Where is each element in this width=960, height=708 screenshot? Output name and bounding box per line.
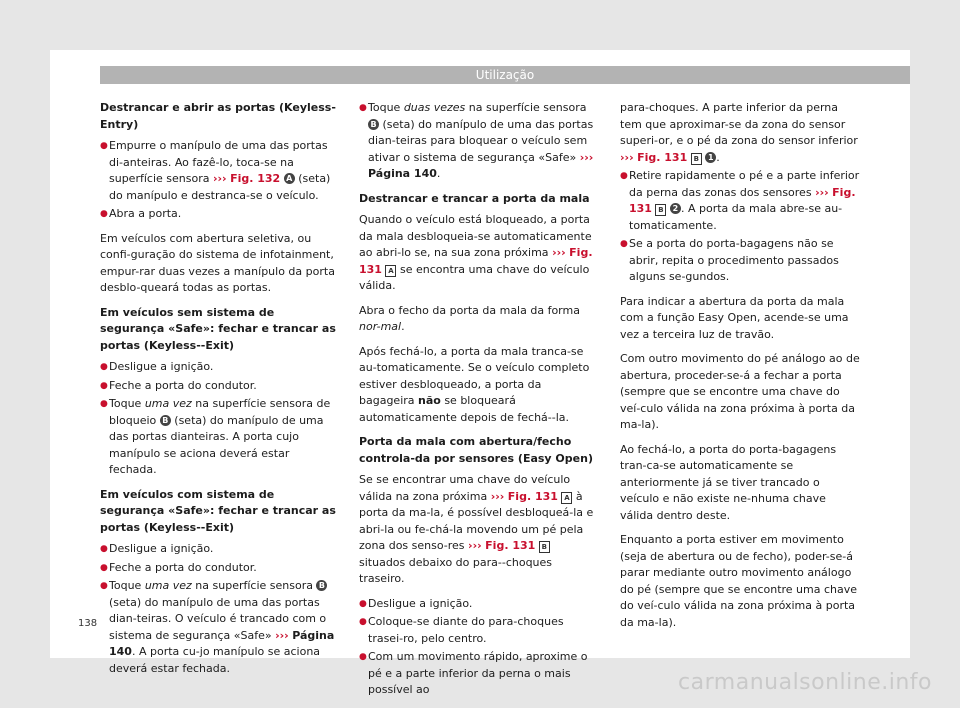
list-item: ● Feche a porta do condutor.: [100, 378, 340, 395]
list-item: ● Retire rapidamente o pé e a parte inferior da perna das zonas dos sensores ››› Fig. 131 B 2 . A porta da mala abre-se au-tomaticamente.: [620, 168, 860, 234]
heading-easy-open: Porta da mala com abertura/fecho controla-da por sensores (Easy Open): [359, 435, 593, 465]
cross-ref-arrows: ›››: [579, 150, 594, 164]
list-item: ● Abra a porta.: [100, 206, 340, 223]
figure-link[interactable]: Fig. 132: [230, 172, 281, 185]
cross-ref-arrows: ›››: [275, 628, 289, 642]
heading-keyless-exit-no-safe: Em veículos sem sistema de segurança «Safe»: fechar e trancar as portas (Keyless--Exit): [100, 305, 336, 352]
paragraph: Enquanto a porta estiver em movimento (seja de abertura ou de fecho), poder-se-á parar mediante outro movimento análogo do pé (sempre que se encontre uma chave do veí-culo válida na zona próxima à porta da ma-la).: [620, 533, 858, 629]
page-link[interactable]: Página 140: [368, 167, 437, 180]
paragraph: Quando o veículo está bloqueado, a porta da mala desbloqueia-se automaticamente ao abri-lo se, na sua zona próxima ››› Fig. 131 A se encontra uma chave do veículo válida.: [359, 213, 593, 292]
list-item: ● Feche a porta do condutor.: [100, 560, 340, 577]
marker-b-icon: B: [160, 415, 171, 426]
paragraph: para-choques. A parte inferior da perna tem que aproximar-se da zona do sensor superi-or, e o pé da zona do sensor inferior ››› Fig. 131 B 1 .: [620, 101, 858, 164]
list-item: ● Empurre o manípulo de uma das portas di-anteiras. Ao fazê-lo, toca-se na superfície sensora ››› Fig. 132 A (seta) do manípulo e destranca-se o veículo.: [100, 138, 340, 204]
text-column-1: [100, 100, 340, 679]
figure-link[interactable]: Fig. 131: [637, 150, 688, 164]
list-item: ● Com um movimento rápido, aproxime o pé e a parte inferior da perna o mais possível ao: [359, 649, 599, 699]
list-item: ● Desligue a ignição.: [359, 596, 599, 613]
cross-ref-arrows: ›››: [490, 489, 505, 503]
list-item: ● Toque uma vez na superfície sensora de bloqueio B (seta) do manípulo de uma das portas dianteiras. A porta cujo manípulo se aciona deverá estar fechada.: [100, 396, 340, 479]
cross-ref-arrows: ›››: [620, 150, 634, 164]
list-item: ● Se a porta do porta-bagagens não se abrir, repita o procedimento passados alguns se-gundos.: [620, 236, 860, 286]
figure-part-b-icon: B: [691, 153, 702, 165]
paragraph: Em veículos com abertura seletiva, ou confi-guração do sistema de infotainment, empur-rar duas vezes a manípulo da porta desblo-queará todas as portas.: [100, 231, 335, 294]
figure-part-b-icon: B: [539, 541, 550, 553]
cross-ref-arrows: ›››: [468, 539, 482, 552]
figure-link[interactable]: Fig. 131: [485, 539, 536, 552]
list-item: ● Desligue a ignição.: [100, 359, 340, 376]
figure-part-a-icon: A: [385, 265, 396, 277]
page-number: 138: [78, 618, 98, 629]
figure-part-b-icon: B: [655, 204, 666, 216]
marker-a-icon: A: [284, 173, 295, 184]
section-header: [100, 66, 910, 84]
paragraph: Para indicar a abertura da porta da mala com a função Easy Open, acende-se uma vez a terceira luz de travão.: [620, 294, 849, 341]
text-column-3: [620, 100, 860, 639]
cross-ref-arrows: ›››: [552, 246, 566, 259]
paragraph: Com outro movimento do pé análogo ao de abertura, proceder-se-á a fechar a porta (sempre que se encontre uma chave do veí-culo válida na zona próxima à porta da ma-la).: [620, 352, 860, 431]
paragraph: Após fechá-lo, a porta da mala tranca-se au-tomaticamente. Se o veículo completo estiver desbloqueado, a porta da bagageira não se bloqueará automaticamente depois de fechá--la.: [359, 344, 590, 424]
figure-link[interactable]: Fig. 131: [359, 246, 593, 276]
page-link[interactable]: Página 140: [109, 628, 335, 658]
list-item: ● Desligue a ignição.: [100, 541, 340, 558]
list-item: ● Toque uma vez na superfície sensora B (seta) do manípulo de uma das portas dian-teiras. O veículo é trancado com o sistema de segurança «Safe» ››› Página 140. A porta cu-jo manípulo se aciona deverá estar fechada.: [100, 578, 340, 677]
marker-2-icon: 2: [670, 203, 681, 214]
paragraph: Abra o fecho da porta da mala da forma nor-mal.: [359, 303, 580, 333]
watermark: carmanualsonline.info: [678, 670, 932, 695]
cross-ref-arrows: ›››: [815, 185, 829, 199]
marker-1-icon: 1: [705, 152, 716, 163]
heading-keyless-entry: Destrancar e abrir as portas (Keyless-Entry): [100, 101, 336, 131]
heading-trunk: Destrancar e trancar a porta da mala: [359, 191, 590, 205]
heading-keyless-exit-safe: Em veículos com sistema de segurança «Safe»: fechar e trancar as portas (Keyless--Exit): [100, 487, 336, 534]
figure-part-a-icon: A: [561, 492, 572, 504]
marker-b-icon: B: [316, 580, 327, 591]
marker-b-icon: B: [368, 119, 379, 130]
paragraph: Ao fechá-lo, a porta do porta-bagagens tran-ca-se automaticamente se anteriormente já se tiver trancado o veículo e não existe ne-nhuma chave válida dentro deste.: [620, 442, 837, 522]
list-item: ● Coloque-se diante do para-choques trasei-ro, pelo centro.: [359, 614, 599, 647]
figure-link[interactable]: Fig. 131: [507, 489, 558, 503]
cross-ref-arrows: ›››: [212, 172, 227, 185]
list-item: ● Toque duas vezes na superfície sensora B (seta) do manípulo de uma das portas dian-teiras para bloquear o veículo sem ativar o sistema de segurança «Safe» ››› Página 140.: [359, 100, 599, 183]
paragraph: Se se encontrar uma chave do veículo válida na zona próxima ››› Fig. 131 A à porta da ma-la, é possível desbloqueá-la e abri-la ou fe-chá-la movendo um pé pela zona dos senso-res ››› Fig. 131 B situados debaixo do para--choques traseiro.: [359, 473, 594, 585]
figure-link[interactable]: Fig. 131: [629, 185, 856, 215]
section-title: Utilização: [475, 68, 535, 82]
text-column-2: [359, 100, 599, 701]
